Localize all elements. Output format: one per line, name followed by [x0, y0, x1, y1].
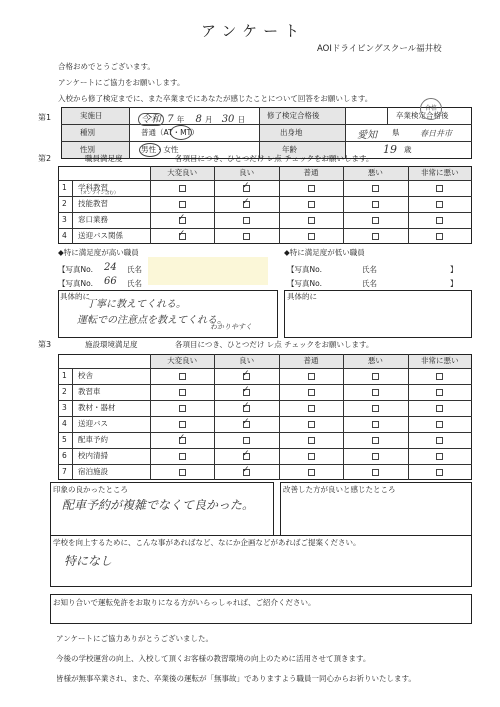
s3-checkbox[interactable]: [308, 421, 315, 428]
date-month: 8: [195, 114, 202, 125]
label-hometown: 出身地: [280, 128, 303, 137]
month-unit: 月: [205, 115, 213, 124]
closing-line-3: 皆様が無事卒業され、また、卒業後の運転が「無事故」でありますよう職員一同心からお祈りいたします。: [56, 674, 416, 683]
prefecture: 愛知: [357, 130, 377, 141]
day-unit: 日: [237, 115, 246, 124]
name-label-3: 氏名: [362, 265, 377, 274]
s3-checkbox[interactable]: [436, 453, 443, 460]
intro-line-3: 入校から修了検定までに、また卒業までにあなたが感じたことについて回答をお願いします。: [58, 94, 373, 103]
s2-row-label: 送迎バス関係: [78, 231, 123, 240]
date-field: [138, 110, 245, 125]
section2-title: 職員満足度: [85, 154, 123, 163]
s3-row-label: 教習車: [78, 387, 101, 396]
s3-col-header: 大変良い: [167, 356, 198, 365]
s3-row-number: 4: [62, 419, 67, 428]
s3-checkbox[interactable]: [372, 437, 379, 444]
year-unit: 年: [176, 115, 185, 124]
s3-checkbox[interactable]: [436, 421, 443, 428]
s3-checkbox[interactable]: [372, 389, 379, 396]
s2-checkbox[interactable]: [179, 201, 186, 208]
male-circle: [139, 143, 161, 157]
license-type: 普通（AT・MT）: [141, 128, 199, 137]
s2-checkbox[interactable]: [179, 185, 186, 192]
proposal-label: 学校を向上するために、こんな事があればなど、なにか企画などがあればご提案ください。: [53, 538, 361, 547]
s2-checkbox[interactable]: [436, 201, 443, 208]
s2-row-number: 4: [62, 231, 67, 240]
name-label-1: 氏名: [127, 265, 142, 274]
intro-line-2: アンケートにご協力をお願いします。: [58, 78, 185, 87]
s2-checkbox[interactable]: [243, 217, 250, 224]
s3-col-header: 良い: [239, 356, 255, 365]
s3-row-label: 配車予約: [78, 435, 108, 444]
s3-checkbox[interactable]: [308, 453, 315, 460]
s2-row-number: 2: [62, 199, 67, 208]
s3-checkbox[interactable]: [372, 453, 379, 460]
s3-checkbox[interactable]: [372, 373, 379, 380]
age-value: 19: [383, 143, 397, 156]
referral-label: お知り合いで運転免許をお取りになる方がいらっしゃれば、ご紹介ください。: [53, 598, 316, 607]
date-year: 7: [167, 114, 174, 125]
label-after-shuryo: 修了検定合格後: [267, 111, 320, 120]
name-label-2: 氏名: [127, 279, 142, 288]
s3-checkbox[interactable]: [308, 405, 315, 412]
s3-checkbox[interactable]: [372, 421, 379, 428]
check-mark-icon: ✓: [177, 212, 186, 223]
s2-checkbox[interactable]: [436, 185, 443, 192]
photo-label-4: 【写真No.: [287, 279, 322, 288]
section1-number: 第1: [38, 113, 52, 122]
staff-comment-3: わかりやすく: [210, 323, 252, 331]
check-mark-icon: ✓: [242, 400, 250, 411]
s2-checkbox[interactable]: [308, 185, 315, 192]
check-mark-icon: ✓: [242, 464, 250, 475]
pref-unit: 県: [392, 128, 400, 137]
s2-checkbox[interactable]: [243, 233, 250, 240]
photo-label-3: 【写真No.: [287, 265, 322, 274]
page-title: アンケート: [201, 22, 306, 40]
s2-checkbox[interactable]: [372, 201, 379, 208]
s3-checkbox[interactable]: [179, 421, 186, 428]
s2-row-number: 1: [62, 183, 67, 192]
s2-col-header: 大変良い: [167, 168, 198, 177]
gender-options: 男性・女性: [141, 145, 179, 154]
s2-checkbox[interactable]: [372, 233, 379, 240]
bracket-close-3: 】: [450, 265, 458, 274]
s3-row-label: 校舎: [78, 371, 93, 380]
at-circle: [170, 125, 192, 140]
s3-row-number: 1: [62, 371, 67, 380]
facility-satisfaction-table: [58, 354, 472, 480]
s3-checkbox[interactable]: [436, 373, 443, 380]
check-mark-icon: ✓: [242, 384, 250, 395]
intro-line-1: 合格おめでとうございます。: [58, 62, 155, 71]
s2-checkbox[interactable]: [372, 217, 379, 224]
s3-checkbox[interactable]: [308, 469, 315, 476]
s3-row-label: 校内清掃: [78, 451, 108, 460]
closing-line-1: アンケートにご協力ありがとうございました。: [56, 634, 214, 643]
photo-number-1: 24: [104, 262, 117, 273]
section2-number: 第2: [38, 154, 52, 163]
staff-comment-1: 丁寧に教えてくれる。: [86, 299, 186, 310]
specific-label-left: 具体的に: [60, 292, 90, 301]
label-type: 種別: [80, 128, 95, 137]
check-mark-icon: ✓: [242, 180, 250, 191]
photo-label-2: 【写真No.: [58, 279, 93, 288]
label-date: 実施日: [80, 111, 103, 120]
date-day: 30: [221, 114, 235, 125]
low-staff-title: ◆特に満足度が低い職員: [284, 248, 365, 257]
s3-row-number: 6: [62, 451, 67, 460]
section2-instruction: 各項目につき、ひとつだけ レ点 チェックをお願いします。: [175, 154, 374, 163]
label-age: 年齢: [282, 145, 297, 154]
s3-checkbox[interactable]: [308, 389, 315, 396]
s3-col-header: 非常に悪い: [421, 356, 459, 365]
s3-col-header: 悪い: [367, 356, 383, 365]
pass-stamp: 合格: [420, 98, 442, 120]
s3-col-header: 普通: [303, 356, 319, 365]
closing-line-2: 今後の学校運営の向上、入校して頂くお客様の教習環境の向上のために活用させて頂きます。: [56, 654, 371, 663]
s2-checkbox[interactable]: [372, 185, 379, 192]
s3-checkbox[interactable]: [179, 453, 186, 460]
improve-label: 改善した方が良いと感じたところ: [283, 485, 396, 494]
s3-checkbox[interactable]: [372, 405, 379, 412]
s2-col-header: 普通: [303, 168, 319, 177]
s2-checkbox[interactable]: [436, 233, 443, 240]
bracket-close-4: 】: [450, 279, 458, 288]
s3-checkbox[interactable]: [179, 469, 186, 476]
s3-checkbox[interactable]: [179, 405, 186, 412]
name-label-4: 氏名: [362, 279, 377, 288]
school-name: AOIドライビングスクール福井校: [317, 44, 442, 54]
check-mark-icon: ✓: [242, 196, 250, 207]
s3-row-number: 7: [62, 467, 67, 476]
photo-label-1: 【写真No.: [58, 265, 93, 274]
s2-row-sublabel: （オンライン含む）: [78, 191, 119, 196]
check-mark-icon: ✓: [242, 448, 250, 459]
label-after-graduation: 卒業検定合格後: [396, 111, 449, 120]
staff-comment-2: 運転での注意点を教えてくれる。: [77, 315, 227, 326]
age-unit: 歳: [404, 145, 412, 154]
section3-instruction: 各項目につき、ひとつだけ レ点 チェックをお願いします。: [175, 340, 374, 349]
high-staff-title: ◆特に満足度が高い職員: [58, 248, 139, 257]
s2-col-header: 良い: [239, 168, 255, 177]
s3-checkbox[interactable]: [308, 373, 315, 380]
s3-row-label: 送迎バス: [78, 419, 108, 428]
impression-text: 配車予約が複雑でなくて良かった。: [62, 498, 255, 512]
date-era: 令和: [138, 113, 164, 126]
s3-row-number: 2: [62, 387, 67, 396]
check-mark-icon: ✓: [177, 432, 186, 443]
s3-checkbox[interactable]: [436, 437, 443, 444]
s2-row-number: 3: [62, 215, 67, 224]
s2-row-label: 学科教習: [78, 183, 108, 192]
check-mark-icon: ✓: [177, 228, 186, 239]
check-mark-icon: ✓: [242, 368, 250, 379]
s2-col-header: 悪い: [367, 168, 383, 177]
photo-number-2: 66: [104, 276, 117, 287]
s2-col-header: 非常に悪い: [421, 168, 459, 177]
specific-label-right: 具体的に: [287, 292, 317, 301]
check-mark-icon: ✓: [242, 416, 250, 427]
s3-row-number: 3: [62, 403, 67, 412]
s3-checkbox[interactable]: [308, 437, 315, 444]
proposal-text: 特になし: [64, 554, 113, 568]
s2-checkbox[interactable]: [308, 217, 315, 224]
s3-checkbox[interactable]: [436, 469, 443, 476]
s2-checkbox[interactable]: [308, 233, 315, 240]
s3-row-label: 教材・器材: [78, 403, 116, 412]
s3-checkbox[interactable]: [179, 373, 186, 380]
city: 春日井市: [420, 129, 452, 138]
section3-title: 施設環境満足度: [85, 340, 138, 349]
s3-checkbox[interactable]: [243, 437, 250, 444]
impression-label: 印象の良かったところ: [53, 485, 128, 494]
label-gender: 性別: [80, 145, 95, 154]
s3-row-label: 宿泊施設: [78, 467, 108, 476]
s3-checkbox[interactable]: [436, 389, 443, 396]
s2-checkbox[interactable]: [436, 217, 443, 224]
s3-row-number: 5: [62, 435, 67, 444]
s3-checkbox[interactable]: [179, 389, 186, 396]
s2-checkbox[interactable]: [308, 201, 315, 208]
s2-row-label: 窓口業務: [78, 215, 108, 224]
section3-number: 第3: [38, 340, 52, 349]
highlight-area: [148, 257, 268, 285]
s2-row-label: 技能教習: [78, 199, 108, 208]
s3-checkbox[interactable]: [372, 469, 379, 476]
s3-checkbox[interactable]: [436, 405, 443, 412]
